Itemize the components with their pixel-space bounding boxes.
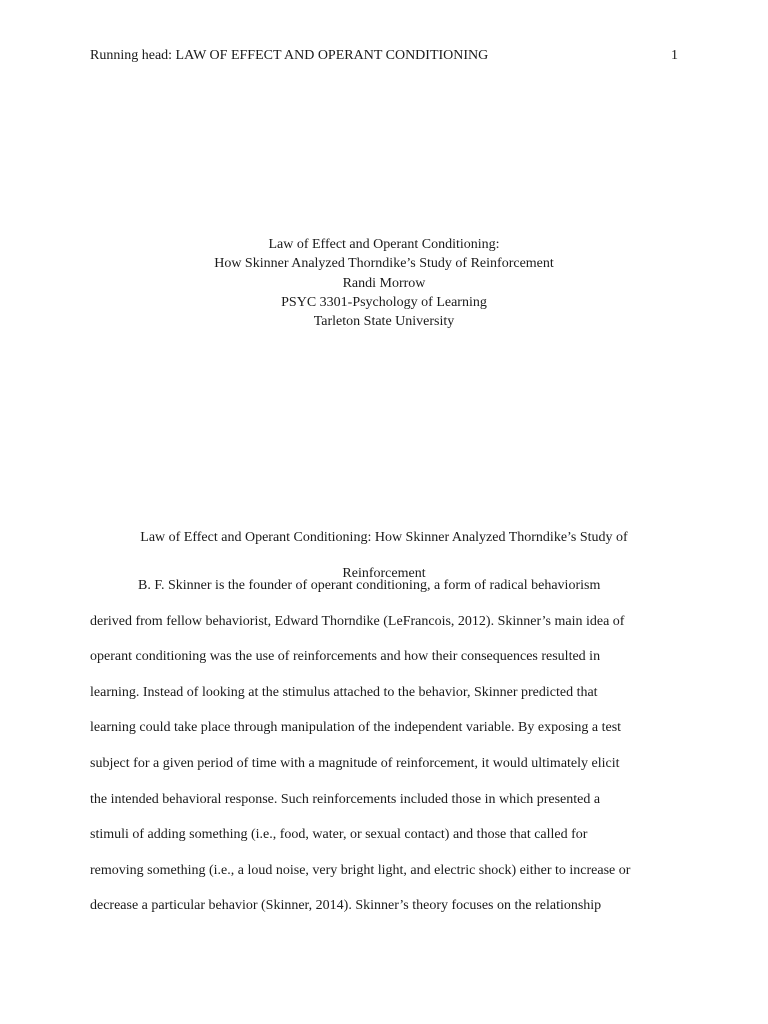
running-head-text: Running head: LAW OF EFFECT AND OPERANT CONDITIONING [90,48,489,63]
paragraph-line: B. F. Skinner is the founder of operant conditioning, a form of radical behaviorism [138,578,601,593]
paragraph-line: learning could take place through manipulation of the independent variable. By exposing a test [90,720,622,736]
body-heading-line-2: Reinforcement [342,565,426,581]
running-header [90,47,678,65]
title-block [0,235,768,331]
page-number: 1 [671,48,678,63]
body-heading-line-1: Law of Effect and Operant Conditioning: How Skinner Analyzed Thorndike’s Study of [140,530,628,545]
paragraph-line: subject for a given period of time with a magnitude of reinforcement, it would ultimately elicit [90,755,620,771]
paper-title-line-2: How Skinner Analyzed Thorndike’s Study of Reinforcement [214,256,554,272]
course-name: PSYC 3301-Psychology of Learning [281,294,487,310]
body-paragraph [90,568,680,924]
paragraph-line: learning. Instead of looking at the stimulus attached to the behavior, Skinner predicted that [90,684,598,700]
paragraph-line: derived from fellow behaviorist, Edward Thorndike (LeFrancois, 2012). Skinner’s main idea of [90,613,625,629]
paragraph-line: decrease a particular behavior (Skinner, 2014). Skinner’s theory focuses on the relationship [90,898,602,914]
institution-name: Tarleton State University [313,314,455,330]
author-name: Randi Morrow [342,275,426,291]
paragraph-line: removing something (i.e., a loud noise, very bright light, and electric shock) either to increase or [90,862,631,878]
paragraph-line: stimuli of adding something (i.e., food, water, or sexual contact) and those that called for [90,827,588,843]
paragraph-line: the intended behavioral response. Such reinforcements included those in which presented a [90,791,601,807]
paper-title-line-1: Law of Effect and Operant Conditioning: [268,237,500,252]
paragraph-line: operant conditioning was the use of reinforcements and how their consequences resulted in [90,649,601,665]
